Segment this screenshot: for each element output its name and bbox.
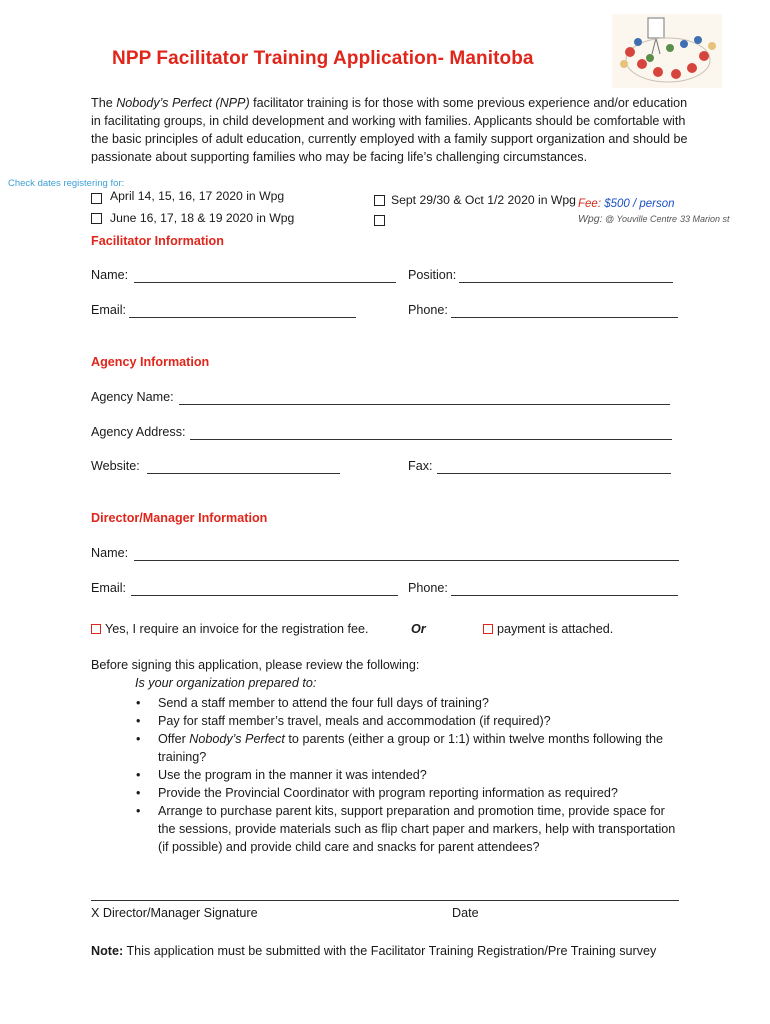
director-phone-label: Phone: bbox=[408, 581, 448, 595]
date-checkbox-sept[interactable] bbox=[374, 195, 385, 206]
date-option-april: April 14, 15, 16, 17 2020 in Wpg bbox=[110, 189, 285, 203]
venue-address: 33 Marion st bbox=[680, 214, 730, 224]
intro-paragraph bbox=[91, 94, 691, 166]
facilitator-name-label: Name: bbox=[91, 268, 129, 282]
date-option-june: June 16, 17, 18 & 19 2020 in Wpg bbox=[110, 211, 295, 225]
facilitator-position-field[interactable] bbox=[459, 282, 673, 283]
director-heading: Director/Manager Information bbox=[91, 511, 268, 525]
invoice-checkbox[interactable] bbox=[91, 624, 101, 634]
bullet-icon: • bbox=[136, 714, 141, 728]
agency-fax-label: Fax: bbox=[408, 459, 433, 473]
date-checkbox-extra[interactable] bbox=[374, 215, 385, 226]
list-item-text: Send a staff member to attend the four full days of training? bbox=[158, 696, 489, 710]
group-training-illustration bbox=[612, 14, 722, 88]
invoice-option[interactable] bbox=[91, 622, 368, 636]
page-title: NPP Facilitator Training Application- Manitoba bbox=[112, 48, 534, 69]
list-item-text: Arrange to purchase parent kits, support preparation and promotion time, provide space for the sessions, provide materials such as flip chart paper and markers, help with transportation (if possible) and provide child care and snacks for parent attendees? bbox=[158, 804, 676, 854]
check-dates-label: Check dates registering for: bbox=[8, 178, 125, 189]
director-name-field[interactable] bbox=[134, 560, 679, 561]
submission-note bbox=[91, 944, 656, 958]
payment-attached-label: payment is attached. bbox=[497, 622, 614, 636]
agency-address-label: Agency Address: bbox=[91, 425, 186, 439]
agency-heading: Agency Information bbox=[91, 355, 210, 369]
list-item-text: Provide the Provincial Coordinator with program reporting information as required? bbox=[158, 786, 618, 800]
bullet-icon: • bbox=[136, 732, 141, 746]
intro-text: facilitator training is for those with some previous experience and/or education in facilitating groups, in child development and working with families. Applicants should be comfortable with the basic principles of adult education, currently employed with a family support organization and should be passionate about supporting families who may be facing life’s challenging circumstances. bbox=[91, 96, 688, 164]
review-intro: Before signing this application, please review the following: bbox=[91, 658, 420, 672]
director-email-label: Email: bbox=[91, 581, 126, 595]
agency-name-label: Agency Name: bbox=[91, 390, 174, 404]
facilitator-email-label: Email: bbox=[91, 303, 126, 317]
bullet-icon: • bbox=[136, 786, 141, 800]
list-item bbox=[134, 694, 684, 712]
note-text: This application must be submitted with the Facilitator Training Registration/Pre Training survey bbox=[123, 944, 657, 958]
fee-label: Fee: bbox=[578, 198, 605, 210]
facilitator-name-field[interactable] bbox=[134, 282, 396, 283]
facilitator-phone-label: Phone: bbox=[408, 303, 448, 317]
agency-address-field[interactable] bbox=[190, 439, 672, 440]
list-item bbox=[134, 730, 684, 766]
facilitator-position-label: Position: bbox=[408, 268, 457, 282]
venue-text bbox=[578, 213, 677, 225]
review-checklist bbox=[134, 694, 684, 856]
date-checkbox-april[interactable] bbox=[91, 193, 102, 204]
payment-attached-checkbox[interactable] bbox=[483, 624, 493, 634]
bullet-icon: • bbox=[136, 804, 141, 818]
fee-amount: $500 / person bbox=[604, 198, 675, 210]
bullet-icon: • bbox=[136, 768, 141, 782]
list-item bbox=[134, 802, 684, 856]
agency-website-label: Website: bbox=[91, 459, 140, 473]
director-name-label: Name: bbox=[91, 546, 129, 560]
agency-website-field[interactable] bbox=[147, 473, 340, 474]
offer-prefix: Offer bbox=[158, 732, 190, 746]
bullet-icon: • bbox=[136, 696, 141, 710]
or-label: Or bbox=[411, 622, 426, 636]
list-item-text: Pay for staff member’s travel, meals and accommodation (if required)? bbox=[158, 714, 551, 728]
agency-fax-field[interactable] bbox=[437, 473, 671, 474]
invoice-label: Yes, I require an invoice for the registration fee. bbox=[105, 622, 369, 636]
list-item-text: Use the program in the manner it was intended? bbox=[158, 768, 427, 782]
facilitator-phone-field[interactable] bbox=[451, 317, 678, 318]
list-item bbox=[134, 712, 684, 730]
list-item bbox=[134, 766, 684, 784]
payment-attached-option[interactable] bbox=[483, 622, 613, 636]
review-question: Is your organization prepared to: bbox=[135, 676, 317, 690]
signature-label: X Director/Manager Signature bbox=[91, 906, 258, 920]
facilitator-heading: Facilitator Information bbox=[91, 234, 224, 248]
date-option-sept: Sept 29/30 & Oct 1/2 2020 in Wpg bbox=[391, 193, 576, 207]
fee-text bbox=[578, 198, 675, 210]
director-phone-field[interactable] bbox=[451, 595, 678, 596]
note-label: Note: bbox=[91, 944, 124, 958]
offer-program-name: Nobody’s Perfect bbox=[189, 732, 285, 746]
date-checkbox-june[interactable] bbox=[91, 213, 102, 224]
facilitator-email-field[interactable] bbox=[129, 317, 356, 318]
intro-program-name: Nobody’s Perfect (NPP) bbox=[116, 96, 250, 110]
date-label: Date bbox=[452, 906, 479, 920]
venue-label: Wpg: bbox=[578, 213, 603, 225]
director-email-field[interactable] bbox=[131, 595, 398, 596]
signature-line[interactable] bbox=[91, 900, 679, 901]
venue-name: @ Youville Centre bbox=[602, 214, 678, 224]
intro-prefix: The bbox=[91, 96, 117, 110]
agency-name-field[interactable] bbox=[179, 404, 670, 405]
offer-suffix: to parents (either a group or 1:1) within twelve months following the training? bbox=[158, 732, 663, 764]
list-item bbox=[134, 784, 684, 802]
